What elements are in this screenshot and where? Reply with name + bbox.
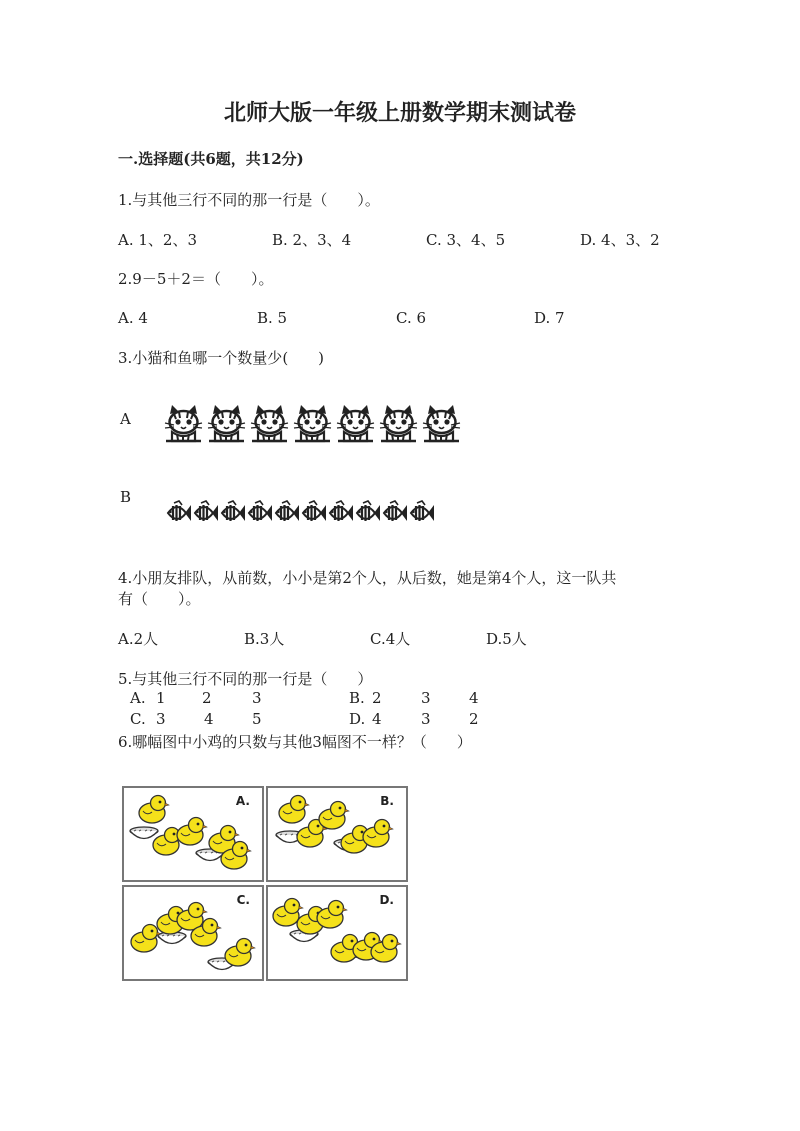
- chick-panel-d[interactable]: [266, 885, 408, 981]
- cat-icon-5: [334, 404, 377, 448]
- question-2-stem: 2.9－5＋2＝（ ）。: [118, 270, 274, 288]
- question-4-stem-line1: 4.小朋友排队，从前数，小小是第2个人，从后数，她是第4个人，这一队共: [118, 569, 617, 587]
- question-6-stem: 6.哪幅图中小鸡的只数与其他3幅图不一样？（ ）: [118, 733, 472, 751]
- question-5-option-a-v1: 1: [156, 689, 166, 707]
- cat-icon-1: [162, 404, 205, 448]
- question-4-option-b[interactable]: B.3人: [244, 630, 285, 648]
- chick-panel-b-letter: B.: [380, 794, 394, 808]
- question-4-option-a[interactable]: A.2人: [118, 630, 159, 648]
- chick-panel-a[interactable]: [122, 786, 264, 882]
- cat-icon-4: [291, 404, 334, 448]
- chick-icon: [368, 933, 402, 967]
- chick-panel-d-letter: D.: [379, 893, 394, 907]
- question-2-option-b[interactable]: B. 5: [257, 309, 288, 327]
- fish-icon-3: [219, 500, 246, 530]
- chick-panel-a-letter: A.: [235, 794, 250, 808]
- question-5-option-d-label[interactable]: D.: [349, 710, 366, 728]
- question-1-option-b[interactable]: B. 2、3、4: [272, 231, 352, 249]
- question-5-option-b-v3: 4: [469, 689, 479, 707]
- question-3-fish-row: [165, 500, 435, 530]
- cat-icon-6: [377, 404, 420, 448]
- fish-icon-6: [300, 500, 327, 530]
- question-5-option-c-v1: 3: [156, 710, 166, 728]
- chick-icon: [314, 899, 348, 933]
- question-4-stem-line2: 有（ ）。: [118, 590, 201, 608]
- question-2-option-c[interactable]: C. 6: [396, 309, 427, 327]
- question-5-option-b-v2: 3: [421, 689, 431, 707]
- question-1-option-a[interactable]: A. 1、2、3: [118, 231, 197, 249]
- question-2-option-a[interactable]: A. 4: [118, 309, 148, 327]
- question-5-option-d-v2: 3: [421, 710, 431, 728]
- fish-icon-9: [381, 500, 408, 530]
- chick-panel-c[interactable]: [122, 885, 264, 981]
- question-5-option-c-v3: 5: [252, 710, 262, 728]
- chick-panel-b[interactable]: [266, 786, 408, 882]
- question-5-option-a-v3: 3: [252, 689, 262, 707]
- fish-icon-2: [192, 500, 219, 530]
- fish-icon-7: [327, 500, 354, 530]
- chick-icon: [188, 917, 222, 951]
- chick-icon: [218, 840, 252, 874]
- fish-icon-4: [246, 500, 273, 530]
- question-3-stem: 3.小猫和鱼哪一个数量少( ): [118, 349, 325, 367]
- question-3-row-a-label[interactable]: A: [120, 410, 131, 428]
- chick-icon: [360, 818, 394, 852]
- cat-icon-7: [420, 404, 463, 448]
- question-3-cat-row: [162, 404, 463, 448]
- question-1-option-c[interactable]: C. 3、4、5: [426, 231, 506, 249]
- question-1-stem: 1.与其他三行不同的那一行是（ ）。: [118, 191, 380, 209]
- question-4-option-d[interactable]: D.5人: [486, 630, 527, 648]
- question-5-option-a-v2: 2: [202, 689, 212, 707]
- fish-icon-8: [354, 500, 381, 530]
- fish-icon-1: [165, 500, 192, 530]
- question-3-row-b-label[interactable]: B: [120, 488, 132, 506]
- question-4-option-c[interactable]: C.4人: [370, 630, 411, 648]
- chick-icon: [136, 794, 170, 828]
- question-5-option-a-label[interactable]: A.: [130, 689, 146, 707]
- cat-icon-2: [205, 404, 248, 448]
- question-1-option-d[interactable]: D. 4、3、2: [580, 231, 660, 249]
- question-5-option-d-v3: 2: [469, 710, 479, 728]
- chick-icon: [174, 816, 208, 850]
- cat-icon-3: [248, 404, 291, 448]
- chick-icon: [222, 937, 256, 971]
- section-heading: 一.选择题(共6题，共12分): [118, 150, 304, 168]
- question-5-option-c-v2: 4: [204, 710, 214, 728]
- chick-panel-c-letter: C.: [236, 893, 250, 907]
- question-2-option-d[interactable]: D. 7: [534, 309, 565, 327]
- question-5-option-b-v1: 2: [372, 689, 382, 707]
- question-5-option-b-label[interactable]: B.: [349, 689, 365, 707]
- question-5-option-d-v1: 4: [372, 710, 382, 728]
- page-title: 北师大版一年级上册数学期末测试卷: [223, 100, 576, 126]
- question-5-option-c-label[interactable]: C.: [130, 710, 146, 728]
- fish-icon-10: [408, 500, 435, 530]
- fish-icon-5: [273, 500, 300, 530]
- question-5-stem: 5.与其他三行不同的那一行是（ ）: [118, 670, 373, 688]
